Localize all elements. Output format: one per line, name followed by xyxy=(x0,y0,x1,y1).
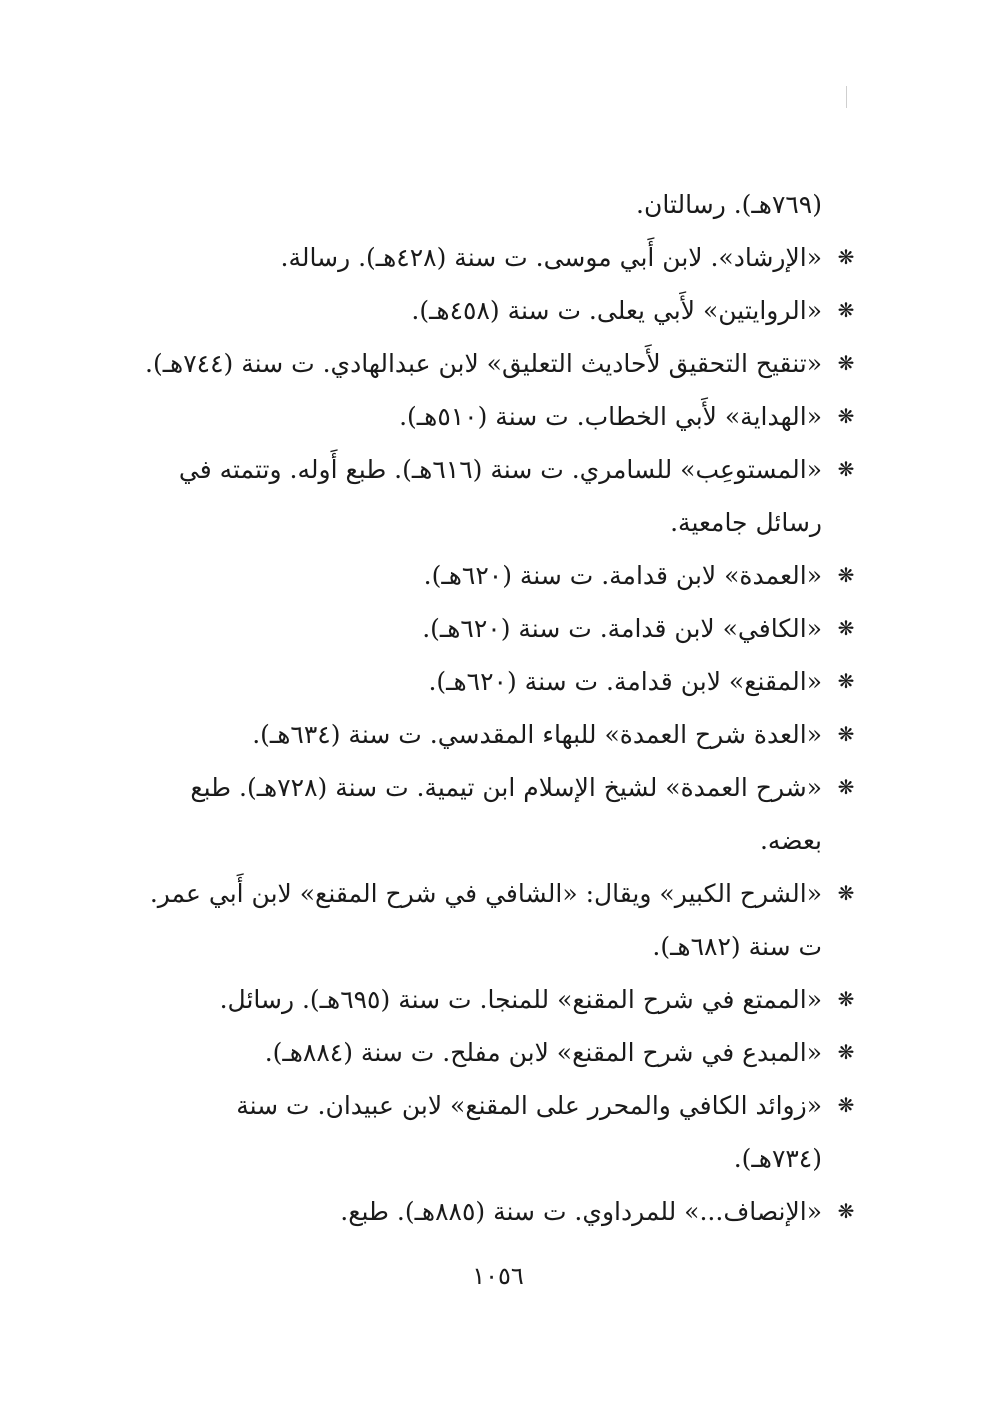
entry-line: «الروايتين» لأَبي يعلى. ت سنة (٤٥٨هـ). xyxy=(411,296,822,325)
bullet-icon: ❋ xyxy=(837,298,855,322)
scan-mark xyxy=(846,86,847,108)
entry-line: «تنقيح التحقيق لأَحاديث التعليق» لابن عبدالهادي. ت سنة (٧٤٤هـ). xyxy=(145,349,822,378)
list-item xyxy=(138,231,858,284)
list-item xyxy=(138,655,858,708)
entry-line-continued: ت سنة (٦٨٢هـ). xyxy=(652,932,822,961)
list-item xyxy=(138,867,858,973)
list-item xyxy=(138,443,858,549)
entry-line: «المقنع» لابن قدامة. ت سنة (٦٢٠هـ). xyxy=(428,667,822,696)
list-item xyxy=(138,390,858,443)
entry-line: «شرح العمدة» لشيخ الإسلام ابن تيمية. ت سنة (٧٢٨هـ). طبع xyxy=(190,773,822,802)
page-number: ١٠٥٦ xyxy=(472,1262,524,1290)
bullet-icon: ❋ xyxy=(837,669,855,693)
main-text xyxy=(138,178,858,1238)
entry-line: «الشرح الكبير» ويقال: «الشافي في شرح المقنع» لابن أَبي عمر. xyxy=(149,879,822,908)
list-item xyxy=(138,337,858,390)
bullet-icon: ❋ xyxy=(837,1093,855,1117)
entry-line: «الكافي» لابن قدامة. ت سنة (٦٢٠هـ). xyxy=(422,614,822,643)
list-item xyxy=(138,549,858,602)
entry-line-continued: رسائل جامعية. xyxy=(670,508,822,537)
entry-line: «الهداية» لأَبي الخطاب. ت سنة (٥١٠هـ). xyxy=(399,402,822,431)
bullet-icon: ❋ xyxy=(837,245,855,269)
bullet-icon: ❋ xyxy=(837,987,855,1011)
list-item xyxy=(138,1026,858,1079)
entry-line: «العمدة» لابن قدامة. ت سنة (٦٢٠هـ). xyxy=(423,561,822,590)
bullet-icon: ❋ xyxy=(837,1199,855,1223)
continuation-line xyxy=(138,178,858,231)
entry-line: «المبدع في شرح المقنع» لابن مفلح. ت سنة (٨٨٤هـ). xyxy=(264,1038,822,1067)
list-item xyxy=(138,708,858,761)
bullet-icon: ❋ xyxy=(837,563,855,587)
bullet-icon: ❋ xyxy=(837,616,855,640)
bullet-icon: ❋ xyxy=(837,457,855,481)
entry-line: «زوائد الكافي والمحرر على المقنع» لابن عبيدان. ت سنة xyxy=(236,1091,822,1120)
list-item xyxy=(138,602,858,655)
bullet-icon: ❋ xyxy=(837,722,855,746)
entry-line-continued: (٧٣٤هـ). xyxy=(733,1144,822,1173)
list-item xyxy=(138,1079,858,1185)
entry-line-continued: بعضه. xyxy=(759,826,822,855)
bullet-icon: ❋ xyxy=(837,775,855,799)
list-item xyxy=(138,1185,858,1238)
continuation-text: (٧٦٩هـ). رسالتان. xyxy=(636,190,822,219)
list-item xyxy=(138,761,858,867)
entry-line: «الممتع في شرح المقنع» للمنجا. ت سنة (٦٩٥هـ). رسائل. xyxy=(219,985,822,1014)
entry-line: «المستوعِب» للسامري. ت سنة (٦١٦هـ). طبع أَوله. وتتمته في xyxy=(178,455,822,484)
bullet-icon: ❋ xyxy=(837,1040,855,1064)
entry-line: «الإنصاف...» للمرداوي. ت سنة (٨٨٥هـ). طبع. xyxy=(340,1197,822,1226)
list-item xyxy=(138,284,858,337)
bullet-icon: ❋ xyxy=(837,351,855,375)
entry-line: «العدة شرح العمدة» للبهاء المقدسي. ت سنة (٦٣٤هـ). xyxy=(252,720,822,749)
list-item xyxy=(138,973,858,1026)
bullet-icon: ❋ xyxy=(837,404,855,428)
bullet-icon: ❋ xyxy=(837,881,855,905)
entry-line: «الإرشاد». لابن أَبي موسى. ت سنة (٤٢٨هـ). رسالة. xyxy=(280,243,822,272)
